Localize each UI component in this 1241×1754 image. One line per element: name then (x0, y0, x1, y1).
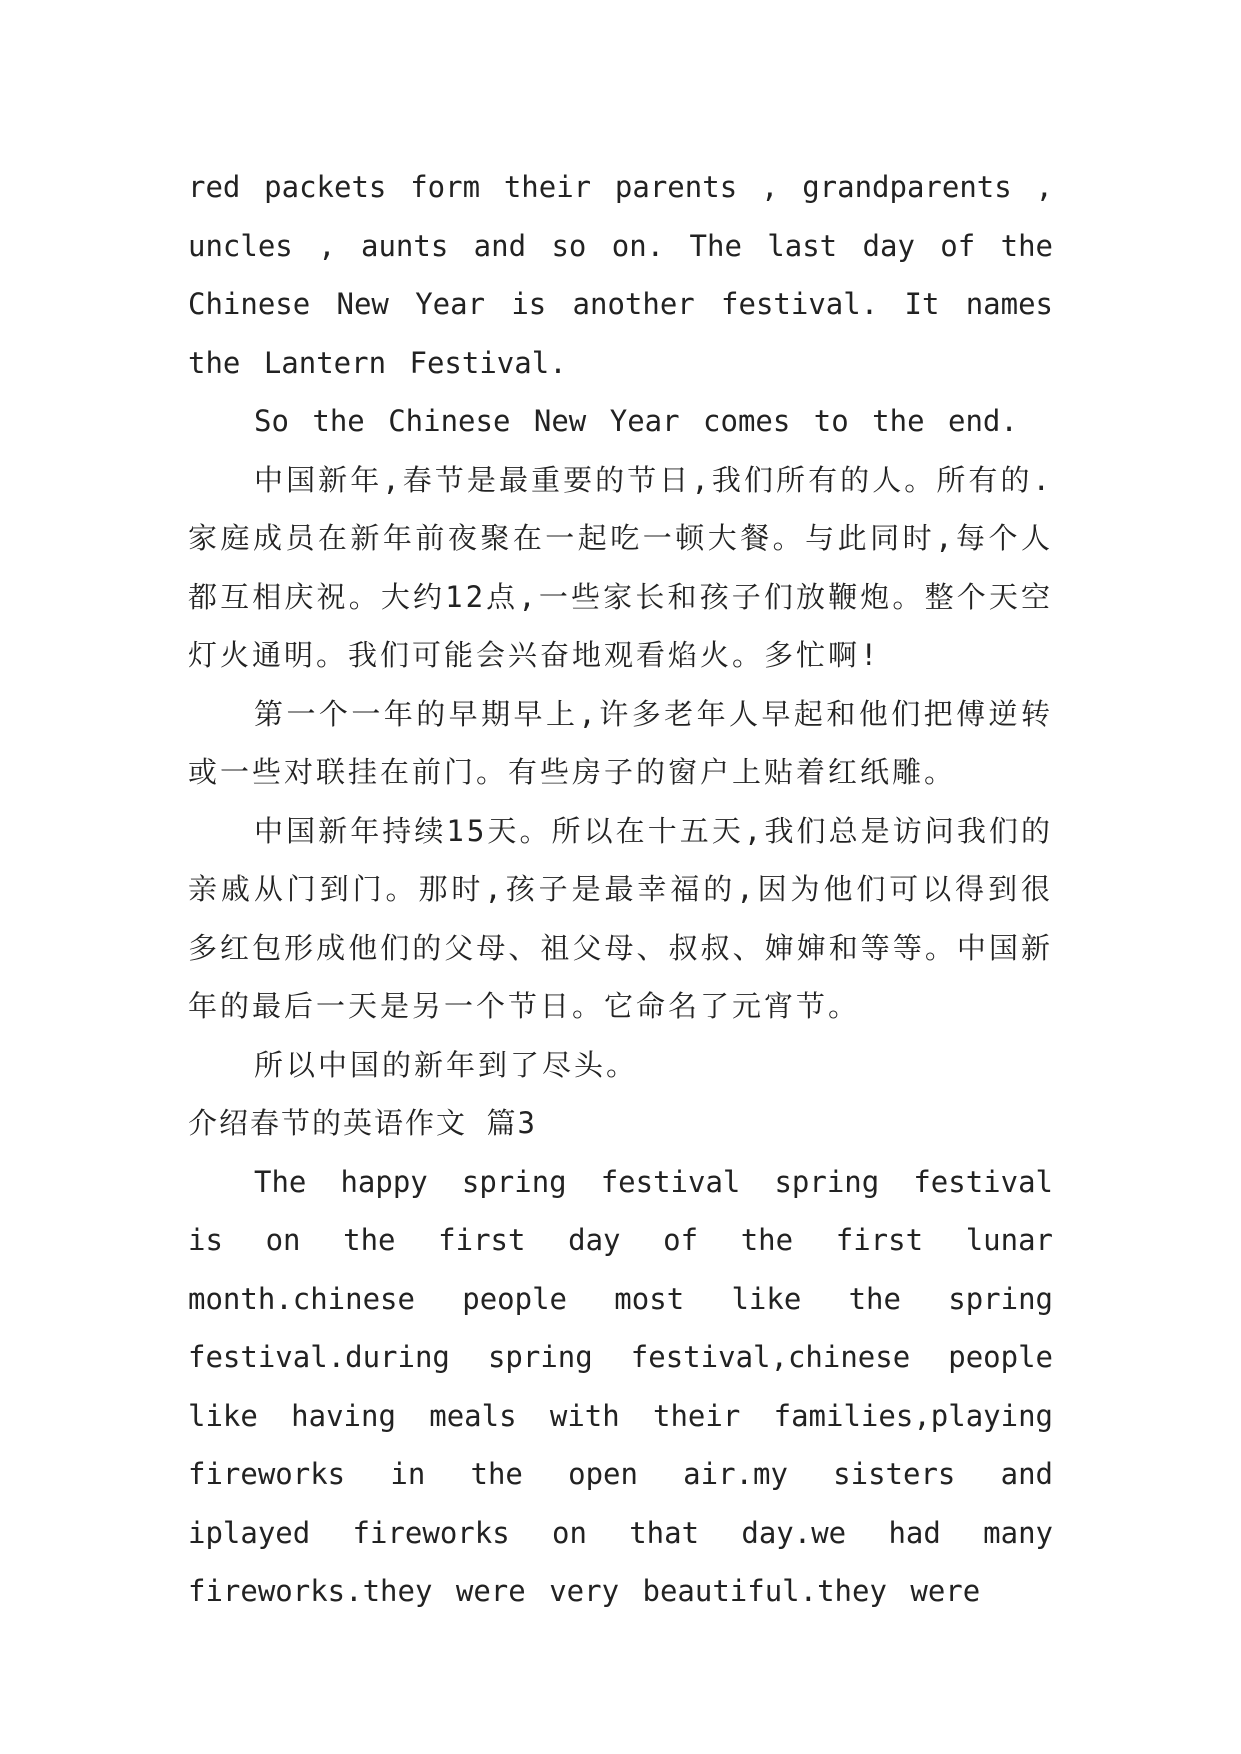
essay-heading: 介绍春节的英语作文 篇3 (188, 1106, 537, 1140)
paragraph-red-packets: red packets form their parents , grandparents , uncles , aunts and so on. The last day of the Chinese New Year is another festival. It names the Lantern Festival. (188, 170, 1053, 380)
paragraph-zh-couplets: 第一个一年的早期早上,许多老年人早起和他们把傅逆转或一些对联挂在前门。有些房子的窗户上贴着红纸雕。 (188, 696, 1053, 789)
paragraph-end-of-new-year: So the Chinese New Year comes to the end. (254, 404, 1018, 438)
paragraph-zh-family-dinner: 中国新年,春节是最重要的节日,我们所有的人。所有的.家庭成员在新年前夜聚在一起吃一顿大餐。与此同时,每个人都互相庆祝。大约12点,一些家长和孩子们放鞭炮。整个天空灯火通明。我们可能会兴奋地观看焰火。多忙啊! (188, 462, 1053, 672)
document-page (188, 158, 1053, 1621)
paragraph-zh-fifteen-days: 中国新年持续15天。所以在十五天,我们总是访问我们的亲戚从门到门。那时,孩子是最幸福的,因为他们可以得到很多红包形成他们的父母、祖父母、叔叔、婶婶和等等。中国新年的最后一天是另一个节日。它命名了元宵节。 (188, 813, 1053, 1023)
paragraph-happy-spring-festival: The happy spring festival spring festival is on the first day of the first lunar month.chinese people most like the spring festival.during spring festival,chinese people like having meals with their families,playing fireworks in the open air.my sisters and iplayed fireworks on that day.we had many fireworks.they were very beautiful.they were (188, 1164, 1053, 1608)
paragraph-zh-end: 所以中国的新年到了尽头。 (254, 1047, 639, 1082)
